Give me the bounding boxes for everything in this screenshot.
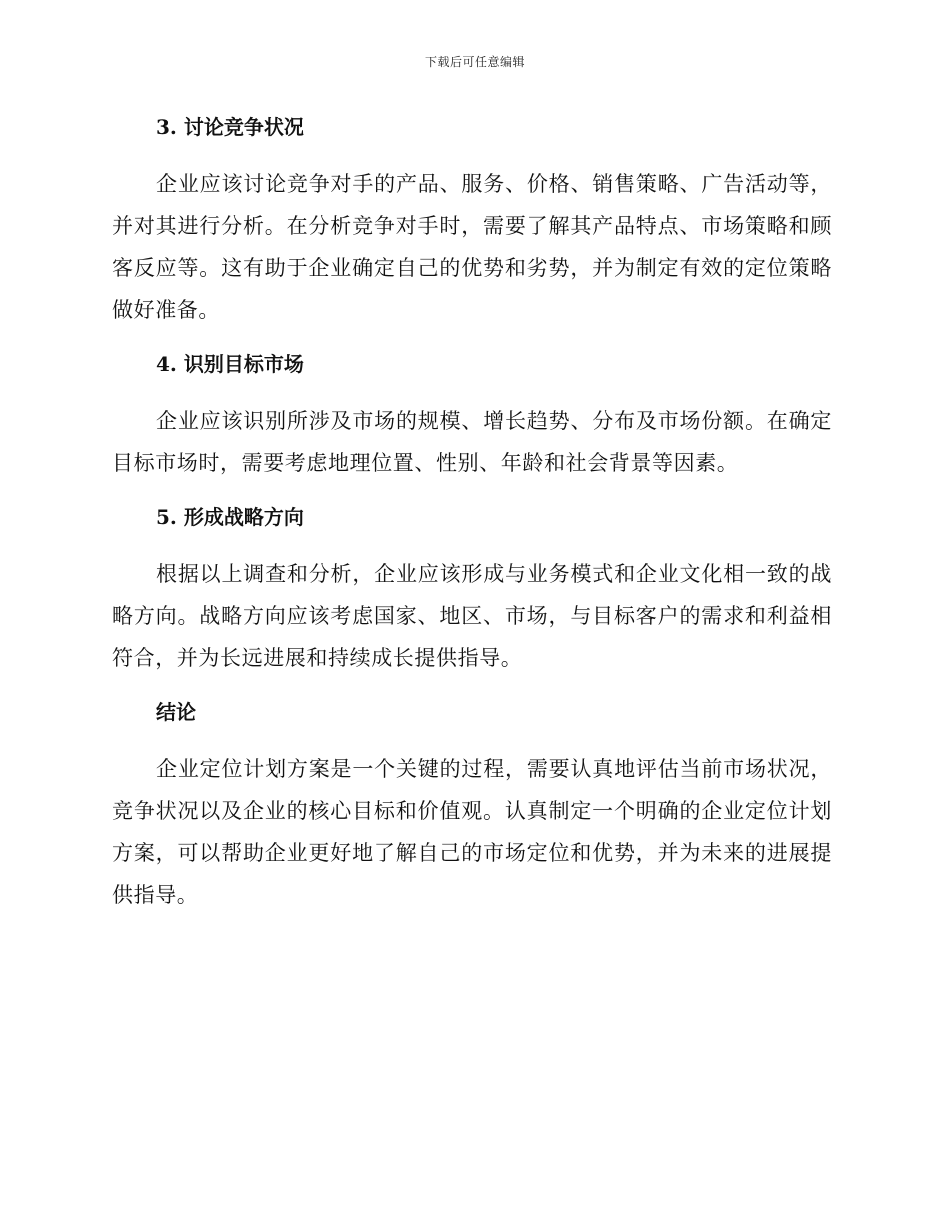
spacer xyxy=(112,331,832,345)
header-note: 下载后可任意编辑 xyxy=(424,55,525,69)
spacer xyxy=(112,536,832,553)
spacer xyxy=(112,731,832,748)
section-title-strategy: 5. 形成战略方向 xyxy=(156,505,304,529)
section-paragraph-target-market: 企业应该识别所涉及市场的规模、增长趋势、分布及市场份额。在确定目标市场时，需要考虑地理位置、性别、年龄和社会背景等因素。 xyxy=(112,409,832,475)
section-title-target-market: 4. 识别目标市场 xyxy=(156,352,304,376)
spacer xyxy=(112,484,832,498)
section-paragraph-conclusion: 企业定位计划方案是一个关键的过程，需要认真地评估当前市场状况，竞争状况以及企业的核心目标和价值观。认真制定一个明确的企业定位计划方案，可以帮助企业更好地了解自己的市场定位和优势，并为未来的进展提供指导。 xyxy=(112,757,832,907)
section-paragraph-competition: 企业应该讨论竞争对手的产品、服务、价格、销售策略、广告活动等，并对其进行分析。在分析竞争对手时，需要了解其产品特点、市场策略和顾客反应等。这有助于企业确定自己的优势和劣势，并为制定有效的定位策略做好准备。 xyxy=(112,172,832,322)
spacer xyxy=(112,383,832,400)
spacer xyxy=(112,679,832,693)
document-body xyxy=(112,108,832,916)
section-title-conclusion: 结论 xyxy=(156,700,196,724)
section-title-competition: 3. 讨论竞争状况 xyxy=(156,115,304,139)
spacer xyxy=(112,146,832,163)
section-paragraph-strategy: 根据以上调查和分析，企业应该形成与业务模式和企业文化相一致的战略方向。战略方向应该考虑国家、地区、市场，与目标客户的需求和利益相符合，并为长远进展和持续成长提供指导。 xyxy=(112,562,832,670)
